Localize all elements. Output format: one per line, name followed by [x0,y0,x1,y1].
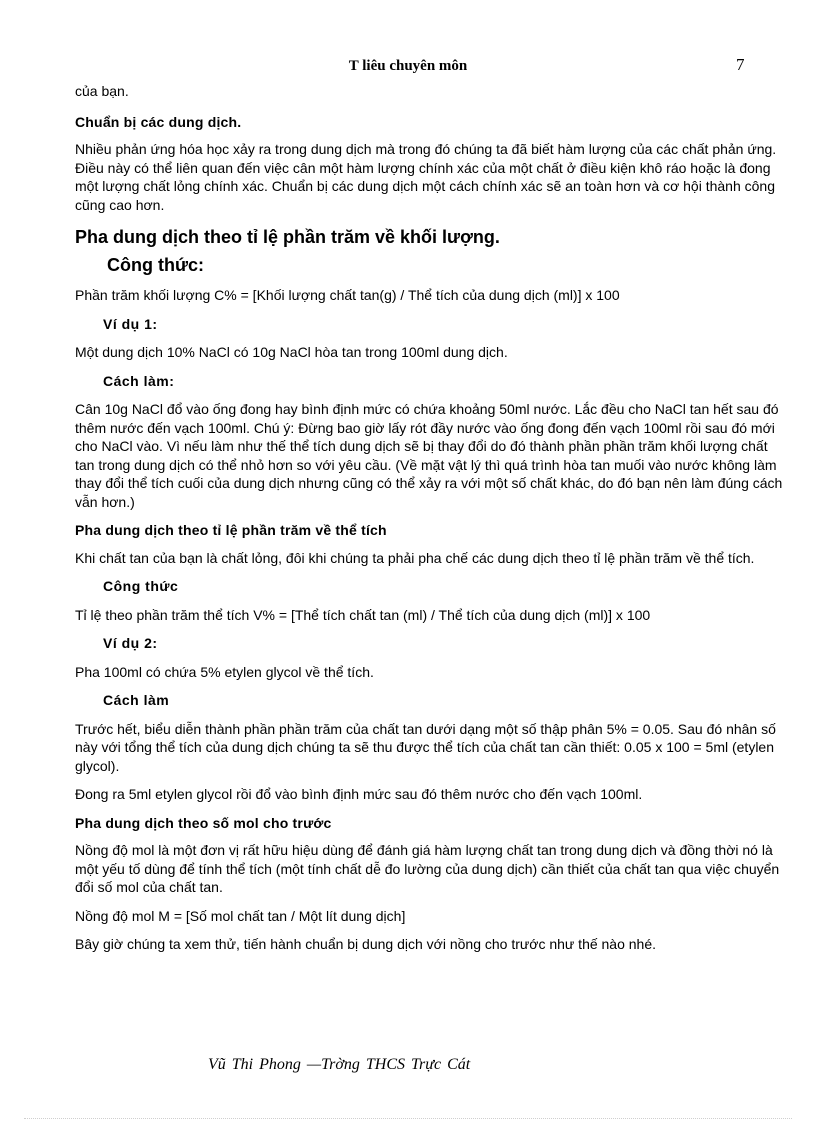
paragraph-intro: Nhiều phản ứng hóa học xảy ra trong dung dịch mà trong đó chúng ta đã biết hàm lượng của các chất phản ứng. Điều này có thể liên quan đến việc cân một hàm lượng chính xác của một chất ở điều kiện khô ráo hoặc là đong một lượng chất lỏng chính xác. Chuẩn bị các dung dịch một cách chính xác sẽ an toàn hơn và cơ hội thành công cũng cao hơn. [75,141,777,213]
subheading-method-2: Cách làm [103,692,170,708]
paragraph-continuation: của bạn. [75,83,129,99]
subheading-example-1: Ví dụ 1: [103,315,158,332]
method-1-text: Cân 10g NaCl đổ vào ống đong hay bình định mức có chứa khoảng 50ml nước. Lắc đều cho NaCl tan hết sau đó thêm nước đến vạch 100ml. Chú ý: Đừng bao giờ lấy rót đầy nước vào ống đong đến vạch 100ml rồi sau đó mới cho NaCl vào. Vì nếu làm như thế thể tích dung dịch sẽ bị thay đổi do đó thành phần phần trăm khối lượng chất tan trong dung dịch có thể nhỏ hơn so với yêu cầu. (Về mặt vật lý thì quá trình hòa tan muối vào nước không làm thay đổi thể tích cuối của dung dịch nhưng cũng có thể xảy ra với một số chất khác, do đó bạn nên làm đúng cách vẫn hơn.) [75,401,783,510]
method-2-text: Trước hết, biểu diễn thành phần phần trăm của chất tan dưới dạng một số thập phân 5% = 0.05. Sau đó nhân số này với tổng thể tích của dung dịch chúng ta sẽ thu được thể tích của chất tan cần thiết: 0.05 x 100 = 5ml (etylen glycol). [75,720,776,774]
page-number: 7 [736,55,745,74]
example-2-text: Pha 100ml có chứa 5% etylen glycol về thể tích. [75,663,374,680]
page-bottom-divider [24,1118,792,1119]
method-2-step: Đong ra 5ml etylen glycol rồi đổ vào bình định mức sau đó thêm nước cho đến vạch 100ml. [75,786,643,802]
closing-paragraph: Bây giờ chúng ta xem thử, tiến hành chuẩn bị dung dịch với nồng cho trước như thế nào nhé. [75,936,657,952]
subheading-method-1: Cách làm: [103,372,175,389]
subheading-formula-1: Công thức: [107,254,205,275]
header-title: T liêu chuyên môn [348,58,468,74]
section-heading-molar: Pha dung dịch theo số mol cho trước [75,814,332,831]
section-heading-volume-percent: Pha dung dịch theo tỉ lệ phần trăm về thể tích [75,522,387,538]
section-heading-mass-percent: Pha dung dịch theo tỉ lệ phần trăm về khối lượng. [75,227,500,247]
volume-percent-intro: Khi chất tan của bạn là chất lỏng, đôi khi chúng ta phải pha chế các dung dịch theo tỉ lệ phần trăm về thể tích. [75,549,755,566]
formula-molar: Nồng độ mol M = [Số mol chất tan / Một lít dung dịch] [75,907,406,924]
subheading-example-2: Ví dụ 2: [103,635,158,651]
formula-volume-percent: Tỉ lệ theo phần trăm thể tích V% = [Thể tích chất tan (ml) / Thể tích của dung dịch (ml)] x 100 [75,606,651,623]
subheading-formula-2: Công thức [103,578,179,594]
formula-mass-percent: Phần trăm khối lượng C% = [Khối lượng chất tan(g) / Thể tích của dung dịch (ml)] x 100 [75,287,620,303]
section-heading-prepare-solutions: Chuẩn bị các dung dịch. [75,113,242,130]
molar-intro: Nồng độ mol là một đơn vị rất hữu hiệu dùng để đánh giá hàm lượng chất tan trong dung dịch và đồng thời nó là một yếu tố dùng để tính thể tích (một tính chất dễ đo lường của dung dịch) cần thiết của chất tan qua việc chuyển đổi số mol của chất tan. [75,842,780,895]
example-1-text: Một dung dịch 10% NaCl có 10g NaCl hòa tan trong 100ml dung dịch. [75,344,508,360]
footer-author: Vũ Thi Phong —Trờng THCS Trực Cát [208,1056,471,1073]
page-content [75,82,785,964]
